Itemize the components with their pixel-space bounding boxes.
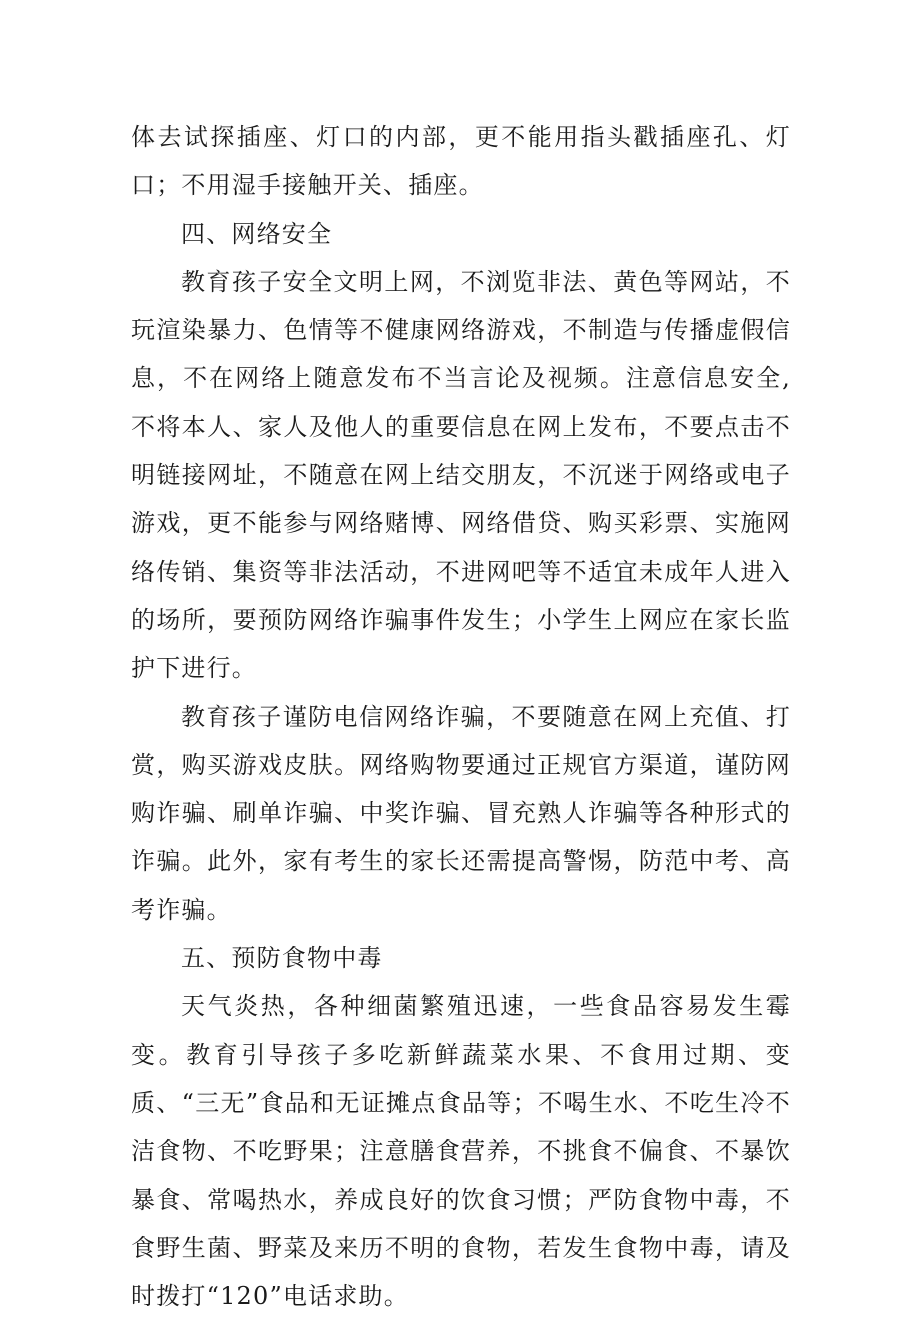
paragraph-food-poisoning: 天气炎热，各种细菌繁殖迅速，一些食品容易发生霉变。教育引导孩子多吃新鲜蔬菜水果、不食用过期、变质、“三无”食品和无证摊点食品等；不喝生水、不吃生冷不洁食物、不吃野果；注意膳食营养，不挑食不偏食、不暴饮暴食、常喝热水，养成良好的饮食习惯；严防食物中毒，不食野生菌、野菜及来历不明的食物，若发生食物中毒，请及时拨打“120”电话求助。 [131,992,791,1311]
paragraph-telecom-fraud: 教育孩子谨防电信网络诈骗，不要随意在网上充值、打赏，购买游戏皮肤。网络购物要通过正规官方渠道，谨防网购诈骗、刷单诈骗、中奖诈骗、冒充熟人诈骗等各种形式的诈骗。此外，家有考生的家长还需提高警惕，防范中考、高考诈骗。 [131,702,791,924]
paragraph-electric-safety-tail: 体去试探插座、灯口的内部，更不能用指头戳插座孔、灯口；不用湿手接触开关、插座。 [131,123,791,200]
document-body [131,113,791,1320]
section-heading-network-safety: 四、网络安全 [181,219,333,248]
section-heading-food-poisoning: 五、预防食物中毒 [181,944,383,973]
paragraph-network-safety: 教育孩子安全文明上网，不浏览非法、黄色等网站，不玩渲染暴力、色情等不健康网络游戏，不制造与传播虚假信息，不在网络上随意发布不当言论及视频。注意信息安全,不将本人、家人及他人的重要信息在网上发布，不要点击不明链接网址，不随意在网上结交朋友，不沉迷于网络或电子游戏，更不能参与网络赌博、网络借贷、购买彩票、实施网络传销、集资等非法活动，不进网吧等不适宜未成年人进入的场所，要预防网络诈骗事件发生；小学生上网应在家长监护下进行。 [131,267,791,683]
